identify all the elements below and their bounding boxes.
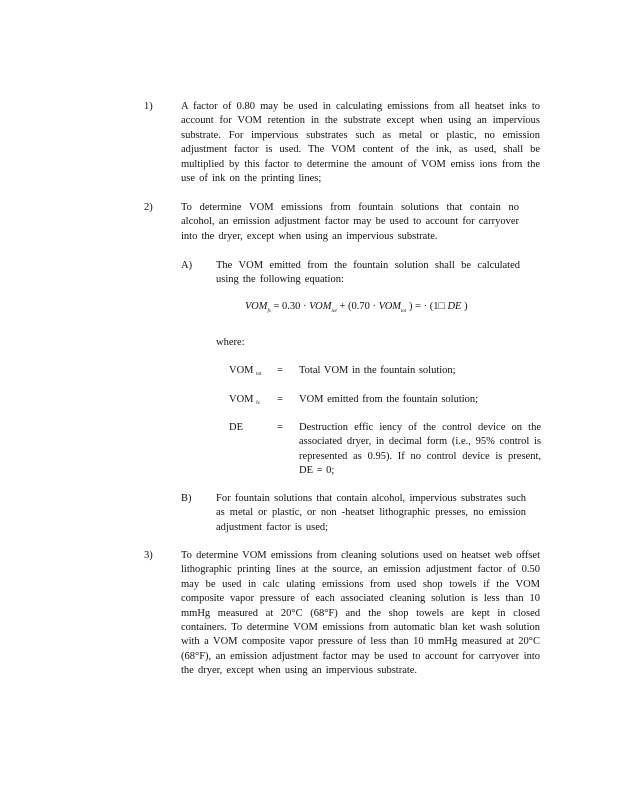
item-2b-number: B) <box>181 493 192 504</box>
where-label: where: <box>216 337 245 348</box>
def-de-text: Destruction effic iency of the control device on the associated dryer, in decimal form (i.e., 95% control is represented as 0.95). If no control device is present, DE = 0; <box>299 422 541 477</box>
item-1-text: A factor of 0.80 may be used in calculating emissions from all heatset inks to account for VOM retention in the substrate except when using an impervious substrate. For impervious substrates such as metal or plastic, no emission adjustment factor is used. The VOM content of the ink, as used, shall be multiplied by this factor to determine the amount of VOM emiss ions from the use of ink on the printing lines; <box>181 101 540 185</box>
item-2a-text: The VOM emitted from the fountain solution shall be calculated using the following equation: <box>216 260 520 286</box>
item-1-number: 1) <box>144 101 153 112</box>
def-vom-tot-text: Total VOM in the fountain solution; <box>299 365 456 376</box>
def-vom-fs-equals: = <box>277 394 283 405</box>
def-vom-tot-term: VOM $_{tot}$ <box>229 365 262 377</box>
item-2a-number: A) <box>181 260 193 271</box>
item-2-number: 2) <box>144 202 153 213</box>
def-de-term: DE <box>229 422 243 433</box>
def-de-equals: = <box>277 422 283 433</box>
def-vom-fs-term: VOM $_{fs}$ <box>229 394 260 406</box>
item-2-text: To determine VOM emissions from fountain solutions that contain no alcohol, an emission adjustment factor may be used to account for carryover into the dryer, except when using an impervious substrate. <box>181 202 519 242</box>
def-vom-fs-text: VOM emitted from the fountain solution; <box>299 394 479 405</box>
item-3-text: To determine VOM emissions from cleaning solutions used on heatset web offset lithographic printing lines at the source, an emission adjustment factor of 0.50 may be used in calc ulating emissions from used shop towels if the VOM composite vapor pressure of each associated cleaning solution is less than 10 mmHg measured at 20°C (68°F) and the shop towels are kept in closed containers. To determine VOM emissions from automatic blan ket wash solution with a VOM composite vapor pressure of less than 10 mmHg measured at 20°C (68°F), an emission adjustment factor may be used to account for carryover into the dryer, except when using an impervious substrate. <box>181 550 540 677</box>
vom-equation: $VOM_{fs} = 0.30 \cdot VOM_{tot} + (0.70 \cdot VOM_{tot}$ ) = · (1□ DE ) <box>245 301 468 314</box>
def-vom-tot-equals: = <box>277 365 283 376</box>
item-3-number: 3) <box>144 550 153 561</box>
item-2b-text: For fountain solutions that contain alcohol, impervious substrates such as metal or plastic, or non -heatset lithographic presses, no emission adjustment factor is used; <box>216 493 526 533</box>
